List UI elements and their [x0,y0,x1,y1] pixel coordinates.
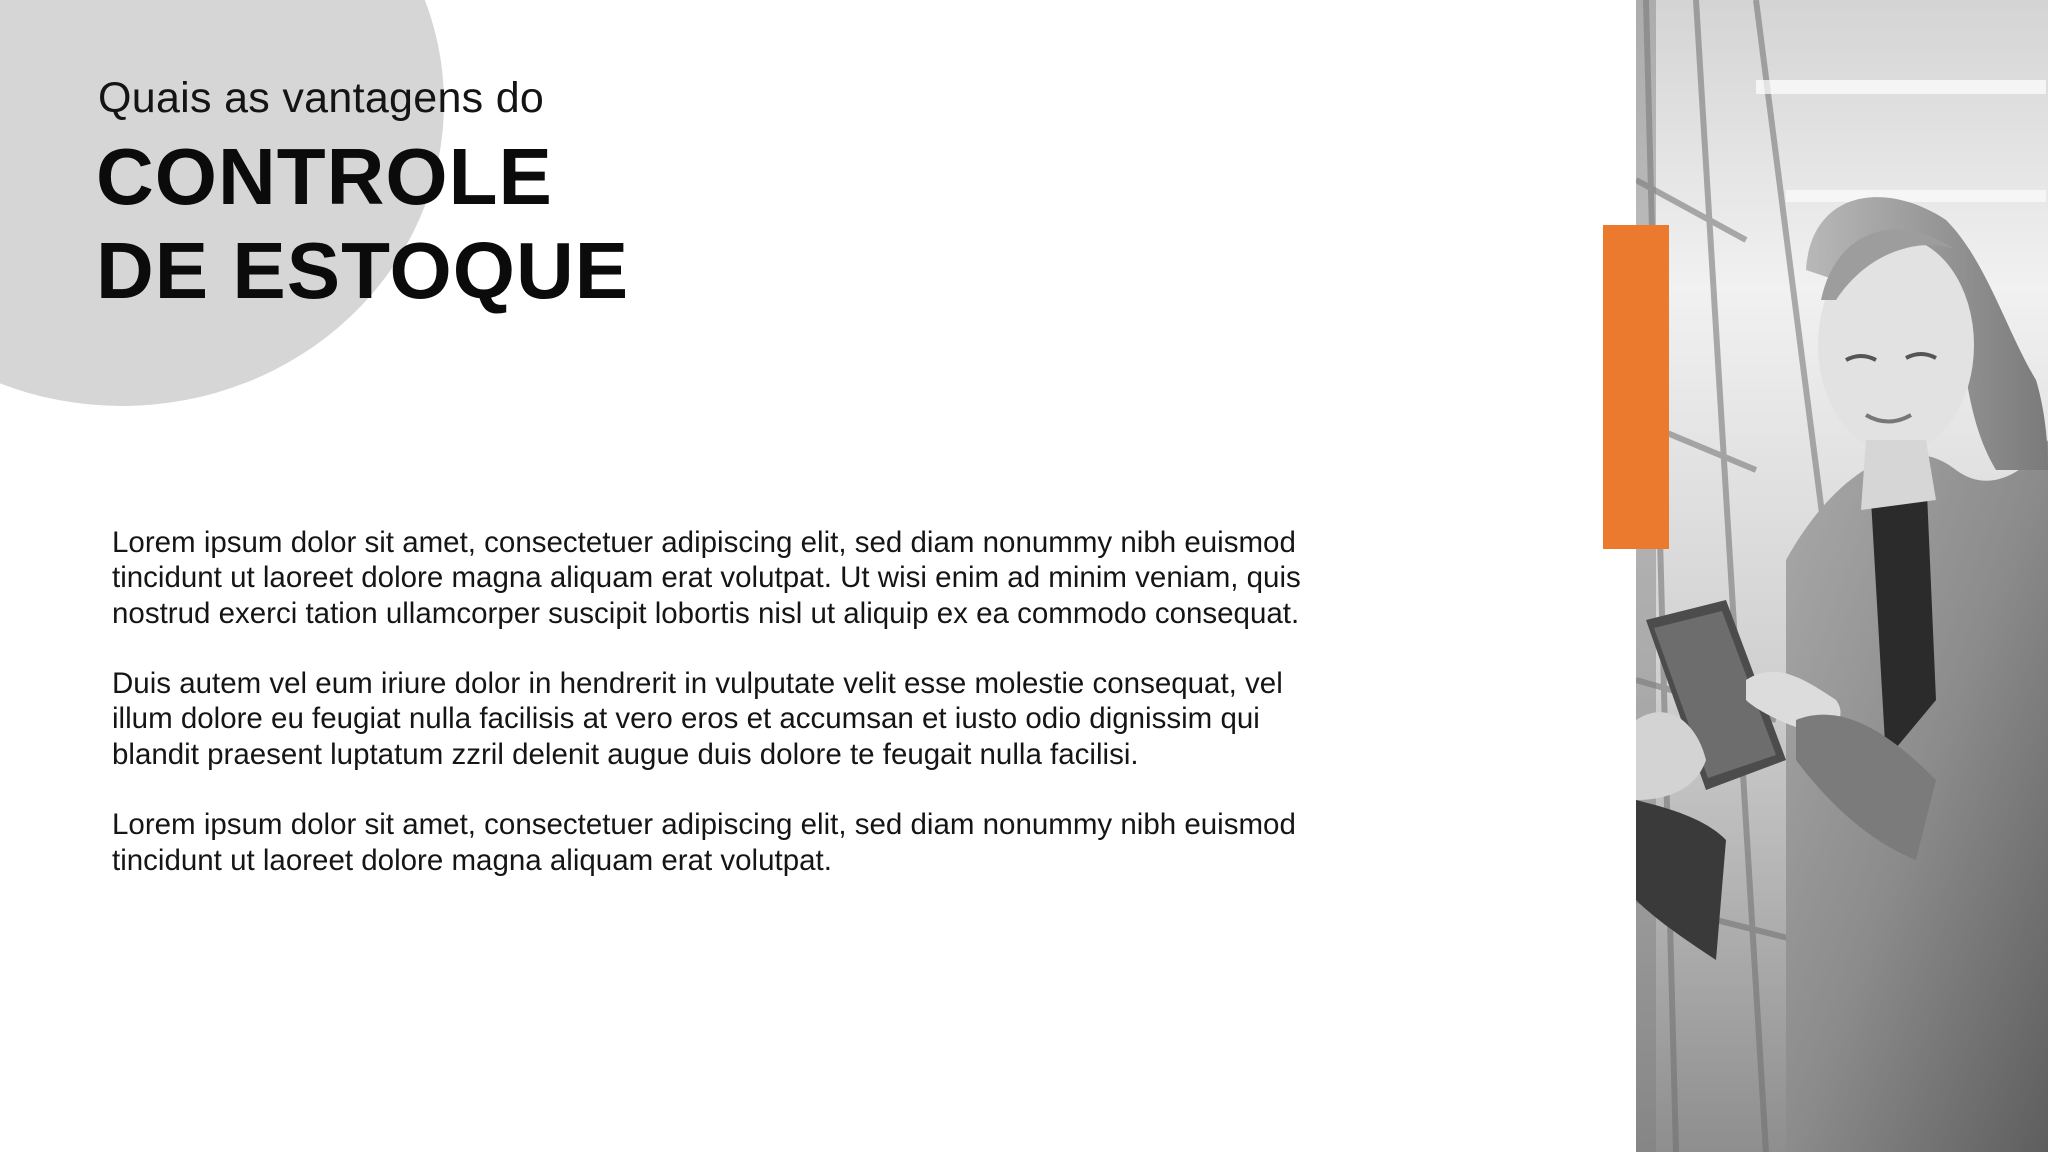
slide-title [96,130,629,318]
slide-subtitle: Quais as vantagens do [98,74,545,122]
accent-bar [1603,225,1669,549]
body-paragraph-2: Duis autem vel eum iriure dolor in hendrerit in vulputate velit esse molestie consequat, vel illum dolore eu feugiat nulla facilisis at vero eros et accumsan et iusto odio dignissim qui blandit praesent luptatum zzril delenit augue duis dolore te feugait nulla facilisi. [112,667,1283,771]
body-paragraph-1: Lorem ipsum dolor sit amet, consectetuer adipiscing elit, sed diam nonummy nibh euismod tincidunt ut laoreet dolore magna aliquam erat volutpat. Ut wisi enim ad minim veniam, quis nostrud exerci tation ullamcorper suscipit lobortis nisl ut aliquip ex ea commodo consequat. [112,526,1301,630]
photo-illustration [1636,0,2048,1152]
body-text [112,525,1322,913]
body-paragraph-3: Lorem ipsum dolor sit amet, consectetuer adipiscing elit, sed diam nonummy nibh euismod tincidunt ut laoreet dolore magna aliquam erat volutpat. [112,808,1296,877]
title-line-1: CONTROLE [96,132,553,221]
woman-with-tablet-photo [1636,0,2048,1152]
title-line-2: DE ESTOQUE [96,226,630,315]
